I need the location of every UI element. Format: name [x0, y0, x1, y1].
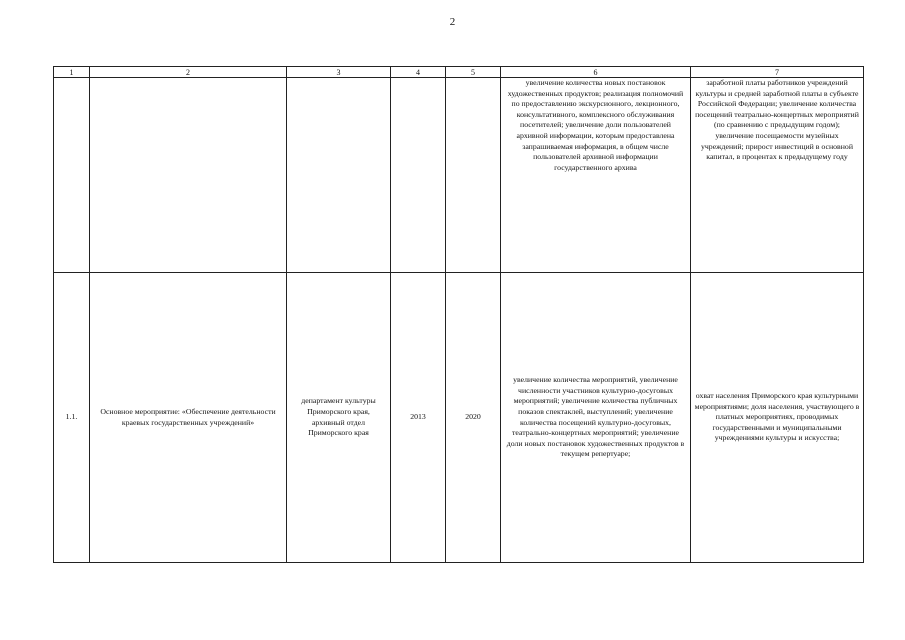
end-year-cell [446, 78, 501, 273]
indicator-link-cell: охват населения Приморского края культурными мероприятиями; доля населения, участвующего в платных мероприятиях, проводимых государственными и муниципальными учреждениями культуры и искусства; [691, 273, 864, 563]
column-header-7: 7 [691, 67, 864, 78]
activity-name-cell: Основное мероприятие: «Обеспечение деятельности краевых государственных учреждений» [90, 273, 287, 563]
column-header-6: 6 [501, 67, 691, 78]
executor-cell: департамент культуры Приморского края, архивный отдел Приморского края [287, 273, 391, 563]
direct-result-cell: увеличение количества мероприятий, увеличение численности участников культурно-досуговых мероприятий; увеличение количества публичных показов спектаклей, выступлений; увеличение количества посещений культурно-досуговых, театрально-концертных мероприятий; увеличение доли новых постановок художественных продуктов в текущем репертуаре; [501, 273, 691, 563]
end-year-cell: 2020 [446, 273, 501, 563]
table-row [54, 78, 864, 273]
page-number: 2 [449, 16, 456, 28]
column-header-2: 2 [90, 67, 287, 78]
column-header-5: 5 [446, 67, 501, 78]
executor-cell [287, 78, 391, 273]
indicator-link-cell: заработной платы работников учреждений культуры и средней заработной платы в субъекте Российской Федерации; увеличение количества посещений театрально-концертных мероприятий (по сравнению с предыдущим годом); увеличение посещаемости музейных учреждений; прирост инвестиций в основной капитал, в процентах к предыдущему году [691, 78, 864, 273]
start-year-cell [391, 78, 446, 273]
row-number-cell [54, 78, 90, 273]
program-activities-table [53, 66, 864, 563]
direct-result-cell: увеличение количества новых постановок художественных продуктов; реализация полномочий по предоставлению экскурсионного, лекционного, консультативного, комплексного обслуживания посетителей; увеличение доли пользователей архивной информации, которым предоставлена запрашиваемая информация, в общем числе пользователей архивной информации государственного архива [501, 78, 691, 273]
column-header-4: 4 [391, 67, 446, 78]
column-header-3: 3 [287, 67, 391, 78]
start-year-cell: 2013 [391, 273, 446, 563]
row-number-cell: 1.1. [54, 273, 90, 563]
table-row [54, 273, 864, 563]
activity-name-cell [90, 78, 287, 273]
column-number-row [54, 67, 864, 78]
column-header-1: 1 [54, 67, 90, 78]
